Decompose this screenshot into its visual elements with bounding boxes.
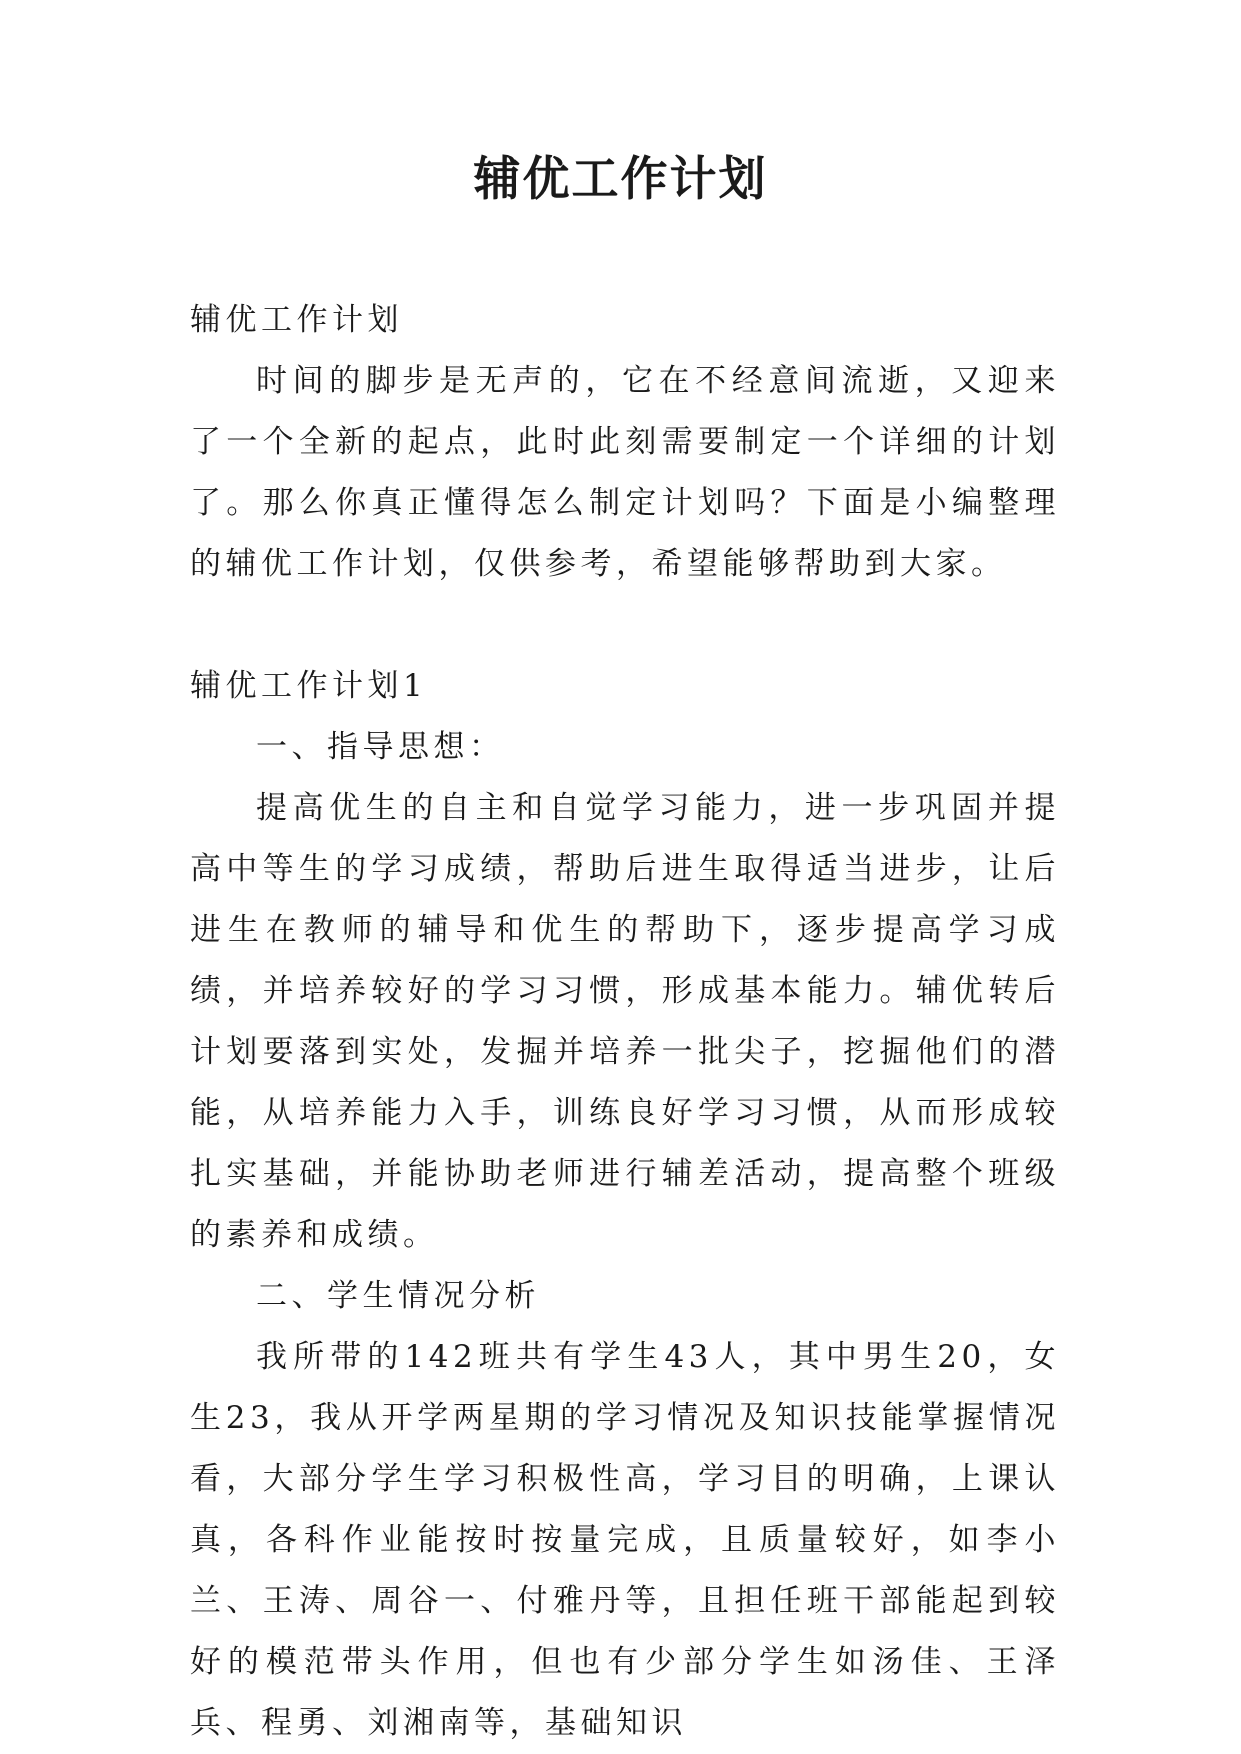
document-subtitle: 辅优工作计划 bbox=[190, 302, 403, 338]
paragraph-guiding-thought: 提高优生的自主和自觉学习能力，进一步巩固并提高中等生的学习成绩，帮助后进生取得适当进步，让后进生在教师的辅导和优生的帮助下，逐步提高学习成绩，并培养较好的学习习惯，形成基本能力。辅优转后计划要落到实处，发掘并培养一批尖子，挖掘他们的潜能，从培养能力入手，训练良好学习习惯，从而形成较扎实基础，并能协助老师进行辅差活动，提高整个班级的素养和成绩。 bbox=[190, 790, 1060, 1253]
document-body bbox=[190, 290, 1060, 1754]
intro-paragraph: 时间的脚步是无声的，它在不经意间流逝，又迎来了一个全新的起点，此时此刻需要制定一个详细的计划了。那么你真正懂得怎么制定计划吗？下面是小编整理的辅优工作计划，仅供参考，希望能够帮助到大家。 bbox=[190, 363, 1060, 582]
heading-student-analysis: 二、学生情况分析 bbox=[256, 1278, 540, 1314]
paragraph-student-analysis: 我所带的142班共有学生43人，其中男生20，女生23，我从开学两星期的学习情况及知识技能掌握情况看，大部分学生学习积极性高，学习目的明确，上课认真，各科作业能按时按量完成，且质量较好，如李小兰、王涛、周谷一、付雅丹等，且担任班干部能起到较好的模范带头作用，但也有少部分学生如汤佳、王泽兵、程勇、刘湘南等，基础知识 bbox=[190, 1339, 1060, 1741]
document-title: 辅优工作计划 bbox=[473, 152, 768, 207]
section-title: 辅优工作计划1 bbox=[190, 668, 428, 704]
heading-guiding-thought: 一、指导思想： bbox=[256, 729, 505, 765]
